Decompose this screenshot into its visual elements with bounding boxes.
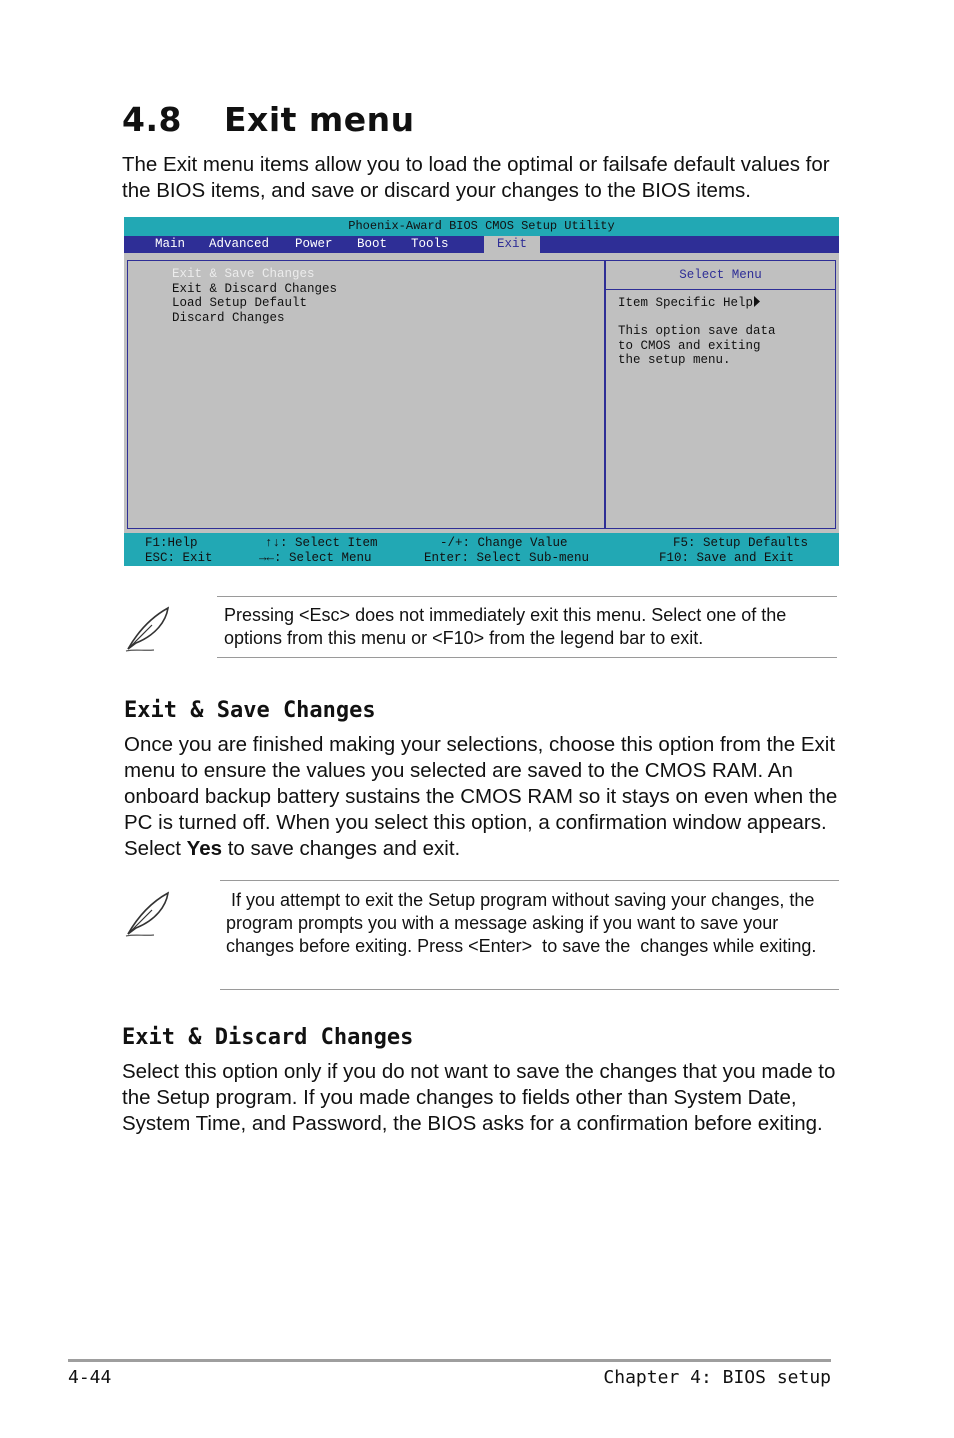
bios-menu-exit[interactable]: Exit	[484, 236, 540, 253]
chapter-label: Chapter 4: BIOS setup	[603, 1367, 831, 1388]
bios-menu-boot[interactable]: Boot	[357, 237, 388, 251]
legend-change-value: -/+: Change Value	[440, 536, 568, 550]
bios-legend-bar	[124, 533, 839, 566]
legend-enter: Enter: Select Sub-menu	[424, 550, 590, 565]
legend-f1: F1:Help	[145, 536, 198, 550]
bios-menu-main[interactable]: Main	[155, 237, 186, 251]
page-number: 4-44	[68, 1367, 112, 1388]
bios-title: Phoenix-Award BIOS CMOS Setup Utility	[124, 217, 839, 236]
bios-screen	[124, 217, 839, 566]
exit-save-heading: Exit & Save Changes	[124, 698, 376, 723]
bios-help-title: Item Specific Help	[618, 296, 754, 310]
triangle-right-icon	[753, 296, 761, 307]
legend-select-menu: : Select Menu	[274, 550, 372, 565]
bios-menu-tools[interactable]: Tools	[411, 237, 449, 251]
note-save-text: If you attempt to exit the Setup program without saving your changes, the program prompts you with a message asking if you want to save your changes before exiting. Press <Enter> to save the changes while exiting.	[226, 890, 820, 956]
bios-help-panel	[605, 260, 836, 529]
section-title-text: Exit menu	[224, 100, 415, 139]
intro-paragraph: The Exit menu items allow you to load the optimal or failsafe default values for the BIOS items, and save or discard your changes to the BIOS items.	[122, 153, 830, 202]
legend-f10: F10: Save and Exit	[659, 550, 795, 565]
note-divider	[217, 596, 837, 597]
arrows-up-down-icon: ↑↓	[265, 536, 281, 550]
note-esc-text: Pressing <Esc> does not immediately exit this menu. Select one of the options from this menu or <F10> from the legend bar to exit.	[224, 605, 787, 648]
bios-menu-bar	[124, 236, 839, 253]
section-title	[122, 100, 415, 139]
bios-item-exit-discard[interactable]: Exit & Discard Changes	[172, 281, 338, 296]
note-divider	[220, 989, 839, 990]
note-pen-icon	[122, 890, 172, 938]
exit-discard-heading: Exit & Discard Changes	[122, 1025, 414, 1050]
bios-help-header: Select Menu	[606, 261, 835, 290]
section-number: 4.8	[122, 100, 182, 139]
legend-select-item: : Select Item	[280, 536, 378, 550]
bios-help-line: the setup menu.	[618, 353, 731, 367]
legend-esc: ESC: Exit	[145, 550, 213, 565]
bios-item-exit-save[interactable]: Exit & Save Changes	[172, 267, 315, 281]
yes-option: Yes	[186, 837, 223, 860]
exit-save-text: Once you are finished making your selections, choose this option from the Exit menu to ensure the values you selected are saved to the CMOS RAM. An onboard backup battery sustains the CMOS RAM so it stays on even when the PC is turned off. When you select this option, a confirmation window appears. Select	[124, 733, 838, 860]
note-divider	[217, 657, 837, 658]
arrows-left-right-icon: →←	[259, 550, 275, 565]
bios-help-line: This option save data	[618, 324, 776, 338]
legend-select-item-row	[265, 536, 378, 551]
exit-save-paragraph	[124, 732, 839, 862]
bios-item-load-default[interactable]: Load Setup Default	[172, 296, 308, 310]
bios-item-panel	[127, 260, 605, 529]
note-divider	[220, 880, 839, 881]
exit-discard-paragraph: Select this option only if you do not want to save the changes that you made to the Setup program. If you made changes to fields other than System Date, System Time, and Password, the BIOS asks for a confirmation before exiting.	[122, 1060, 836, 1135]
exit-save-text-end: to save changes and exit.	[222, 837, 461, 860]
bios-item-discard[interactable]: Discard Changes	[172, 310, 285, 325]
legend-select-menu-row	[259, 551, 372, 566]
bios-help-title-row	[618, 296, 761, 311]
bios-help-line: to CMOS and exiting	[618, 338, 761, 353]
legend-f5: F5: Setup Defaults	[673, 536, 809, 550]
bios-menu-power[interactable]: Power	[295, 237, 333, 251]
bios-menu-advanced[interactable]: Advanced	[209, 237, 270, 251]
footer-rule	[68, 1359, 831, 1362]
note-pen-icon	[122, 605, 172, 653]
